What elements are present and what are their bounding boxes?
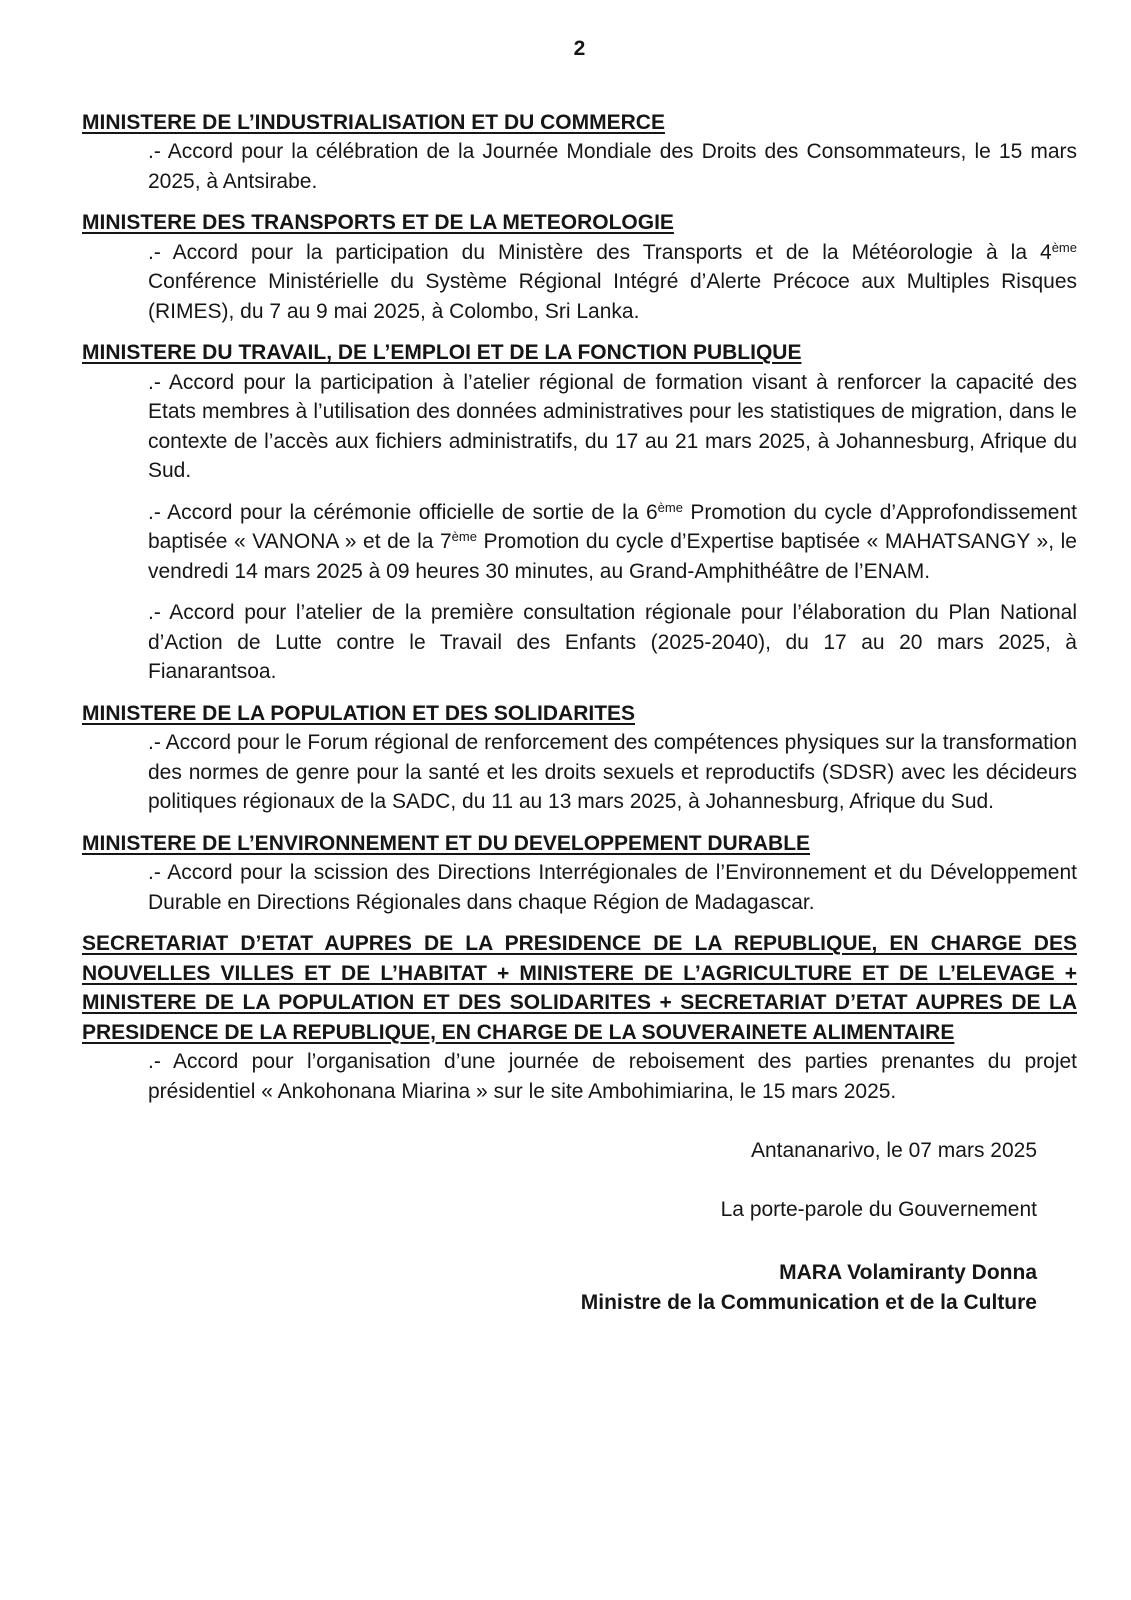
section-paragraph: .- Accord pour l’atelier de la première consultation régionale pour l’élaboration du Plan National d’Action de Lutte contre le Travail des Enfants (2025-2040), du 17 au 20 mars 2025, à Fianarantsoa. <box>148 601 1077 683</box>
signature-block <box>82 1136 1077 1317</box>
section-heading: MINISTERE DE L’INDUSTRIALISATION ET DU COMMERCE <box>82 110 665 134</box>
section-transports-meteorologie <box>82 208 1077 326</box>
section-travail-emploi-fonction-publique <box>82 338 1077 687</box>
section-heading: MINISTERE DE L’ENVIRONNEMENT ET DU DEVELOPPEMENT DURABLE <box>82 831 811 855</box>
section-paragraph: .- Accord pour la participation à l’atelier régional de formation visant à renforcer la capacité des Etats membres à l’utilisation des données administratives pour les statistiques de migration, dans le contexte de l’accès aux fichiers administratifs, du 17 au 21 mars 2025, à Johannesburg, Afrique du Sud. <box>148 370 1077 482</box>
section-paragraph: .- Accord pour le Forum régional de renforcement des compétences physiques sur la transformation des normes de genre pour la santé et les droits sexuels et reproductifs (SDSR) avec les décideurs politiques régionaux de la SADC, du 11 au 13 mars 2025, à Johannesburg, Afrique du Sud. <box>148 731 1077 813</box>
section-secretariat-etat-combine <box>82 929 1077 1106</box>
section-heading: MINISTERE DES TRANSPORTS ET DE LA METEOROLOGIE <box>82 211 674 234</box>
section-heading: SECRETARIAT D’ETAT AUPRES DE LA PRESIDENCE DE LA REPUBLIQUE, EN CHARGE DES NOUVELLES VILLES ET DE L’HABITAT + MINISTERE DE L’AGRICULTURE ET DE L’ELEVAGE + MINISTERE DE LA POPULATION ET DES SOLIDARITES + SECRETARIAT D’ETAT AUPRES DE LA PRESIDENCE DE LA REPUBLIQUE, EN CHARGE DE LA SOUVERAINETE ALIMENTAIRE <box>82 932 1077 1044</box>
signature-place-date: Antananarivo, le 07 mars 2025 <box>750 1139 1037 1162</box>
section-paragraph: .- Accord pour la célébration de la Journée Mondiale des Droits des Consommateurs, le 15 mars 2025, à Antsirabe. <box>148 140 1077 193</box>
section-paragraph: .- Accord pour l’organisation d’une journée de reboisement des parties prenantes du projet présidentiel « Ankohonana Miarina » sur le site Ambohimiarina, le 15 mars 2025. <box>148 1050 1077 1103</box>
section-industrialisation-commerce <box>82 108 1077 197</box>
section-population-solidarites <box>82 699 1077 817</box>
section-paragraph: .- Accord pour la cérémonie officielle de sortie de la 6ème Promotion du cycle d’Approfondissement baptisée « VANONA » et de la 7ème Promotion du cycle d’Expertise baptisée « MAHATSANGY », le vendredi 14 mars 2025 à 09 heures 30 minutes, au Grand-Amphithéâtre de l’ENAM. <box>148 499 1077 583</box>
section-paragraph: .- Accord pour la scission des Directions Interrégionales de l’Environnement et du Développement Durable en Directions Régionales dans chaque Région de Madagascar. <box>148 861 1077 914</box>
section-heading: MINISTERE DU TRAVAIL, DE L’EMPLOI ET DE LA FONCTION PUBLIQUE <box>82 341 802 364</box>
page-number: 2 <box>573 37 586 60</box>
section-paragraph: .- Accord pour la participation du Ministère des Transports et de la Météorologie à la 4ème Conférence Ministérielle du Système Régional Intégré d’Alerte Précoce aux Multiples Risques (RIMES), du 7 au 9 mai 2025, à Colombo, Sri Lanka. <box>148 239 1077 323</box>
signature-name: MARA Volamiranty Donna <box>779 1261 1037 1284</box>
signature-title: Ministre de la Communication et de la Culture <box>580 1290 1037 1314</box>
section-heading: MINISTERE DE LA POPULATION ET DES SOLIDARITES <box>82 701 636 725</box>
section-environnement-developpement-durable <box>82 829 1077 918</box>
signature-role: La porte-parole du Gouvernement <box>720 1197 1037 1221</box>
